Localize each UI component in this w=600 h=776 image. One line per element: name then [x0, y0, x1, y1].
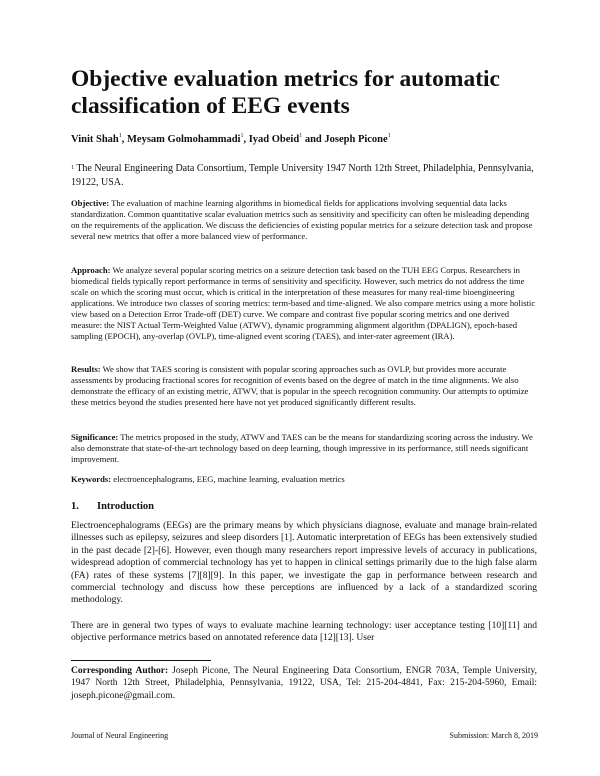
- section-heading: [71, 501, 154, 512]
- keywords-text: electroencephalograms, EEG, machine learning, evaluation metrics: [111, 474, 345, 484]
- section-title: Introduction: [97, 501, 154, 512]
- abstract-objective: [71, 198, 539, 242]
- affiliation-text: The Neural Engineering Data Consortium, Temple University 1947 North 12th Street, Philadelphia, Pennsylvania, 19122, USA.: [71, 163, 534, 188]
- approach-text: We analyze several popular scoring metrics on a seizure detection task based on the TUH EEG Corpus. Researchers in biomedical fields typically report performance in terms of sensitivity and specificity. However, such metrics do not address the time scale on which the scoring must occur, which is critical in the interpretation of these measures for many real-time bioengineering applications. We introduce two classes of scoring metrics: term-based and time-aligned. We also compare metrics using a more holistic view based on a Detection Error Trade-off (DET) curve. We compare and contrast five popular scoring metrics and one derived measure: the NIST Actual Term-Weighted Value (ATWV), dynamic programming alignment algorithm (DPALIGN), epoch-based sampling (EPOCH), any-overlap (OVLP), time-aligned event scoring (TAES), and inter-rater agreement (IRA).: [71, 265, 536, 341]
- author-separator: ,: [121, 134, 128, 145]
- author-affil-mark: 1: [240, 133, 244, 139]
- author-name: Joseph Picone: [324, 134, 388, 145]
- objective-label: Objective:: [71, 198, 110, 208]
- corresponding-text: Joseph Picone, The Neural Engineering Data Consortium, ENGR 703A, Temple University, 1947 North 12th Street, Philadelphia, Pennsylvania, 19122, USA, Tel: 215-204-4841, Fax: 215-204-5960, Email: joseph.picone@gmail.com.: [71, 666, 538, 701]
- results-text: We show that TAES scoring is consistent with popular scoring approaches such as OVLP, but provides more accurate assessments by producing fractional scores for recognition of events based on the degree of match in the time alignments. We also demonstrate the efficacy of an existing metric, ATWV, that is popular in the speech recognition community. Our attempts to optimize these metrics beyond the studies presented here have not yet produced significantly different results.: [71, 364, 529, 407]
- author-name: Meysam Golmohammadi: [127, 134, 241, 145]
- author-conjunction: and: [302, 134, 325, 145]
- footer-journal: Journal of Neural Engineering: [71, 731, 169, 740]
- results-label: Results:: [71, 364, 101, 374]
- significance-label: Significance:: [71, 432, 119, 442]
- significance-text: The metrics proposed in the study, ATWV and TAES can be the means for standardizing scoring across the industry. We also demonstrate that state-of-the-art technology based on deep learning, though impressive in its performance, still needs significant improvement.: [71, 432, 533, 464]
- author-name: Iyad Obeid: [248, 134, 300, 145]
- section-number: 1.: [71, 501, 79, 512]
- affiliation-mark: 1: [71, 165, 74, 171]
- corresponding-label: Corresponding Author:: [71, 666, 169, 676]
- corresponding-author-note: [71, 665, 537, 702]
- footnote-rule: [71, 660, 211, 661]
- author-affil-mark: 1: [299, 133, 303, 139]
- intro-paragraph: Electroencephalograms (EEGs) are the primary means by which physicians diagnose, evaluate and manage brain-related illnesses such as epilepsy, seizures and sleep disorders [1]. Automatic interpretation of EEGs has been extensively studied in the past decade [2]-[6]. However, even though many researchers report impressive levels of accuracy in publications, widespread adoption of commercial technology has yet to happen in clinical settings primarily due to the high false alarm (FA) rates of these systems [7][8][9]. In this paper, we investigate the gap in performance between research and commercial technology and discuss how these perceptions are influenced by a lack of a standardized scoring methodology.: [71, 521, 537, 606]
- paper-title: Objective evaluation metrics for automatic classification of EEG events: [71, 66, 500, 119]
- affiliation: [71, 162, 541, 190]
- author-affil-mark: 1: [387, 133, 391, 139]
- objective-text: The evaluation of machine learning algorithms in biomedical fields for applications involving sequential data lacks standardization. Common quantitative scalar evaluation metrics such as sensitivity and specificity can often be misleading depending on the requirements of the application. We discuss the deficiencies of existing popular metrics for a seizure detection task and propose several new metrics that offer a more balanced view of performance.: [71, 198, 533, 241]
- abstract-approach: [71, 265, 539, 342]
- author-separator: ,: [243, 134, 249, 145]
- author-list: [71, 134, 541, 145]
- author-name: Vinit Shah: [71, 134, 119, 145]
- abstract-results: [71, 364, 539, 408]
- intro-paragraph: There are in general two types of ways to evaluate machine learning technology: user acceptance testing [10][11] and objective performance metrics based on annotated reference data [12][13]. User: [71, 621, 537, 644]
- keywords-label: Keywords:: [71, 474, 112, 484]
- approach-label: Approach:: [71, 265, 111, 275]
- footer-submission-date: Submission: March 8, 2019: [449, 731, 538, 740]
- keywords: [71, 474, 539, 485]
- author-affil-mark: 1: [118, 133, 122, 139]
- abstract-significance: [71, 432, 539, 465]
